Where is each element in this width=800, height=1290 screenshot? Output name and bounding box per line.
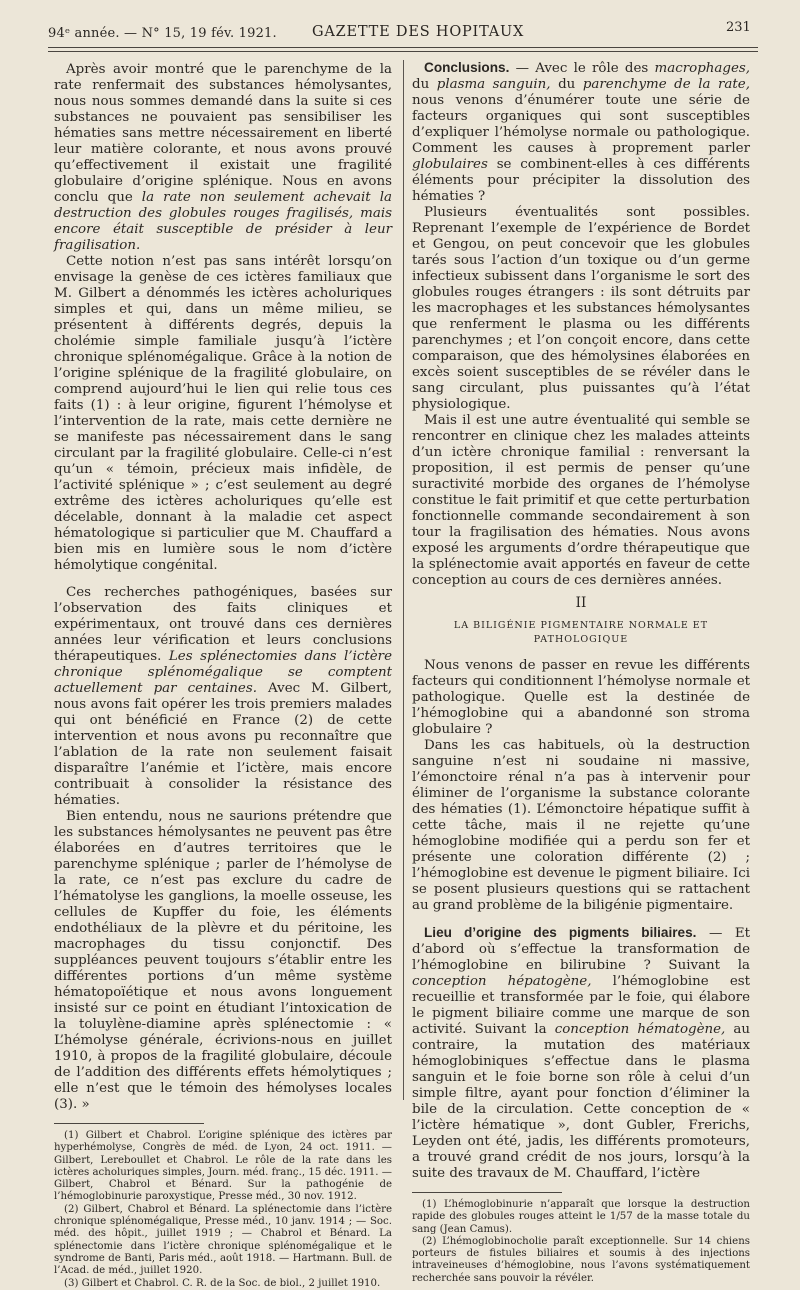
header-rule-double [48, 51, 758, 52]
paragraph: Nous venons de passer en revue les différents facteurs qui conditionnent l’hémolyse normale et pathologique. Quelle est la destinée de l’hémoglobine qui a abandonné son stroma globulaire ? [412, 658, 750, 737]
paragraph: Plusieurs éventualités sont possibles. Reprenant l’exemple de l’expérience de Bordet et Gengou, on peut concevoir que les globules tarés sous l’action d’un toxique ou d’un germe infectieux subissent dans l’organisme le sort des globules rouges étrangers : ils sont détruits par les macrophages et les substances hémolysantes que renferment le plasma ou les différents parenchymes ; et l’on conçoit encore, dans cette comparaison, que des hémolysines élaborées en excès soient susceptibles de se révéler dans le sang circulant, plus puissantes qu’à l’état physiologique. [412, 205, 750, 412]
footnote: (2) Gilbert, Chabrol et Bénard. La splénectomie dans l’ictère chronique splénomégalique, Presse méd., 10 janv. 1914 ; — Soc. méd. des hôpit., juillet 1919 ; — Chabrol et Bénard. La splénectomie dans l’ictère chronique splénomégalique et le syndrome de Banti, Paris méd., août 1918. — Hartmann. Bull. de l’Acad. de méd., juillet 1920. [54, 1203, 392, 1277]
right-column [412, 60, 750, 1285]
paragraph: Dans les cas habituels, où la destruction sanguine n’est ni soudaine ni massive, l’émonctoire rénal n’a pas à intervenir pour éliminer de l’organisme la substance colorante des hématies (1). L’émonctoire hépatique suffit à cette tâche, mais il ne rejette qu’une hémoglobine modifiée qui a perdu son fer et présente une coloration différente (2) ; l’hémoglobine est devenue le pigment biliaire. Ici se posent plusieurs questions qui se rattachent au grand problème de la biligénie pigmentaire. [412, 738, 750, 913]
paragraph: Lieu d’origine des pigments biliaires. — Et d’abord où s’effectue la transformation de l’hémoglobine en bilirubine ? Suivant la conception hépatogène, l’hémoglobine est recueillie et transformée par le foie, qui élabore le pigment biliaire comme une marque de son activité. Suivant la conception hématogène, au contraire, la mutation des matériaux hémoglobiniques s’effectue dans le plasma sanguin et le foie borne son rôle à celui d’un simple filtre, ayant pour fonction d’éliminer la bile de la circulation. Cette conception de « l’ictère hématique », dont Gubler, Frerichs, Leyden ont été, jadis, les différents promoteurs, a trouvé grand crédit de nos jours, lorsqu’à la suite des travaux de M. Chauffard, l’ictère [412, 925, 751, 1181]
paragraph: Mais il est une autre éventualité qui semble se rencontrer en clinique chez les malades atteints d’un ictère chronique familial : renversant la proposition, il est permis de penser qu’une suractivité morbide des organes de l’hémolyse constitue le fait primitif et que cette perturbation fonctionnelle commande secondairement à son tour la fragilisation des hématies. Nous avons exposé les arguments d’ordre thérapeutique que la splénectomie avait apportés en faveur de cette conception au cours de ces dernières années. [412, 413, 750, 588]
page-number: 231 [726, 20, 751, 35]
footnote-rule [412, 1192, 562, 1193]
footnote: (2) L’hémoglobinocholie paraît exceptionnelle. Sur 14 chiens porteurs de fistules biliaires et soumis à des injections intraveineuses d’hémoglobine, nous l’avons systématiquement recherchée sans pouvoir la révéler. [412, 1235, 750, 1284]
footnote: (1) Gilbert et Chabrol. L’origine splénique des ictères par hyperhémolyse, Congrès de méd. de Lyon, 24 oct. 1911. — Gilbert, Lereboullet et Chabrol. Le rôle de la rate dans les ictères acholuriques simples, Journ. méd. franç., 15 déc. 1911. — Gilbert, Chabrol et Bénard. Sur la pathogénie de l’hémoglobinurie paroxystique, Presse méd., 30 nov. 1912. [54, 1130, 392, 1203]
paragraph: Conclusions. — Avec le rôle des macrophages, du plasma sanguin, du parenchyme de la rate, nous venons d’énumérer toute une série de facteurs organiques qui sont susceptibles d’expliquer l’hémolyse normale ou pathologique. Comment les causes à proprement parler globulaires se combinent-elles à ces différents éléments pour précipiter la dissolution des hématies ? [412, 60, 750, 204]
footnote-rule [54, 1123, 204, 1124]
header-rule [48, 47, 758, 48]
paragraph: Après avoir montré que le parenchyme de la rate renfermait des substances hémolysantes, nous nous sommes demandé dans la suite si ces substances ne pouvaient pas sensibiliser les hématies sans mettre nécessairement en liberté leur matière colorante, et nous avons prouvé qu’effectivement il existait une fragilité globulaire d’origine splénique. Nous en avons conclu que la rate non seulement achevait la destruction des globules rouges fragilisés, mais encore était susceptible de présider à leur fragilisation. [54, 62, 392, 253]
section-heading: LA BILIGÉNIE PIGMENTAIRE NORMALE ET PATHOLOGIQUE [453, 620, 709, 645]
footnote: (1) L’hémoglobinurie n’apparaît que lorsque la destruction rapide des globules rouges atteint le 1/57 de la masse totale du sang (Jean Camus). [412, 1199, 750, 1235]
journal-title: GAZETTE DES HOPITAUX [312, 24, 525, 40]
issue-info: 94ᵉ année. — N° 15, 19 fév. 1921. [48, 26, 277, 41]
paragraph: Ces recherches pathogéniques, basées sur l’observation des faits cliniques et expérimentaux, ont trouvé dans ces dernières années leur vérification et leurs conclusions thérapeutiques. Les splénectomies dans l’ictère chronique splénomégalique se comptent actuellement par centaines. Avec M. Gilbert, nous avons fait opérer les trois premiers malades qui ont bénéficié en France (2) de cette intervention et nous avons pu reconnaître que l’ablation de la rate non seulement faisait disparaître l’anémie et l’ictère, mais encore contribuait à consolider la résistance des hématies. [54, 585, 392, 808]
left-column [54, 62, 392, 1290]
paragraph: Cette notion n’est pas sans intérêt lorsqu’on envisage la genèse de ces ictères familiaux que M. Gilbert a dénommés les ictères acholuriques simples et qui, dans un même milieu, se présentent à différents degrés, depuis la cholémie simple familiale jusqu’à l’ictère chronique splénomégalique. Grâce à la notion de l’origine splénique de la fragilité globulaire, on comprend aujourd’hui le lien qui relie tous ces faits (1) : à leur origine, figurent l’hémolyse et l’intervention de la rate, mais cette dernière ne se manifeste pas nécessairement dans le sang circulant par la fragilité globulaire. Celle-ci n’est qu’un « témoin, précieux mais infidèle, de l’activité splénique » ; c’est seulement au degré extrême des ictères acholuriques qu’elle est décelable, donnant à la maladie cet aspect hématologique si particulier que M. Chauffard a bien mis en lumière sous le nom d’ictère hémolytique congénital. [54, 254, 392, 573]
paragraph: Bien entendu, nous ne saurions prétendre que les substances hémolysantes ne peuvent pas être élaborées en d’autres territoires que le parenchyme splénique ; parler de l’hémolyse de la rate, ce n’est pas exclure du cadre de l’hématolyse les ganglions, la moelle osseuse, les cellules de Kupffer du foie, les éléments endothéliaux de la plèvre et du péritoine, les macrophages du tissu conjonctif. Des suppléances peuvent toujours s’établir entre les différentes portions d’un même système hématopoïétique et nous avons longuement insisté sur ce point en étudiant l’intoxication de la toluylène-diamine après splénectomie : « L’hémolyse générale, écrivions-nous en juillet 1910, à propos de la fragilité globulaire, découle de l’addition des différents effets hémolytiques ; elle n’est que le témoin des hémolyses locales (3). » [54, 809, 392, 1112]
section-number: II [575, 595, 587, 611]
footnote: (3) Gilbert et Chabrol. C. R. de la Soc. de biol., 2 juillet 1910. [64, 1277, 381, 1289]
column-divider [403, 60, 404, 1100]
